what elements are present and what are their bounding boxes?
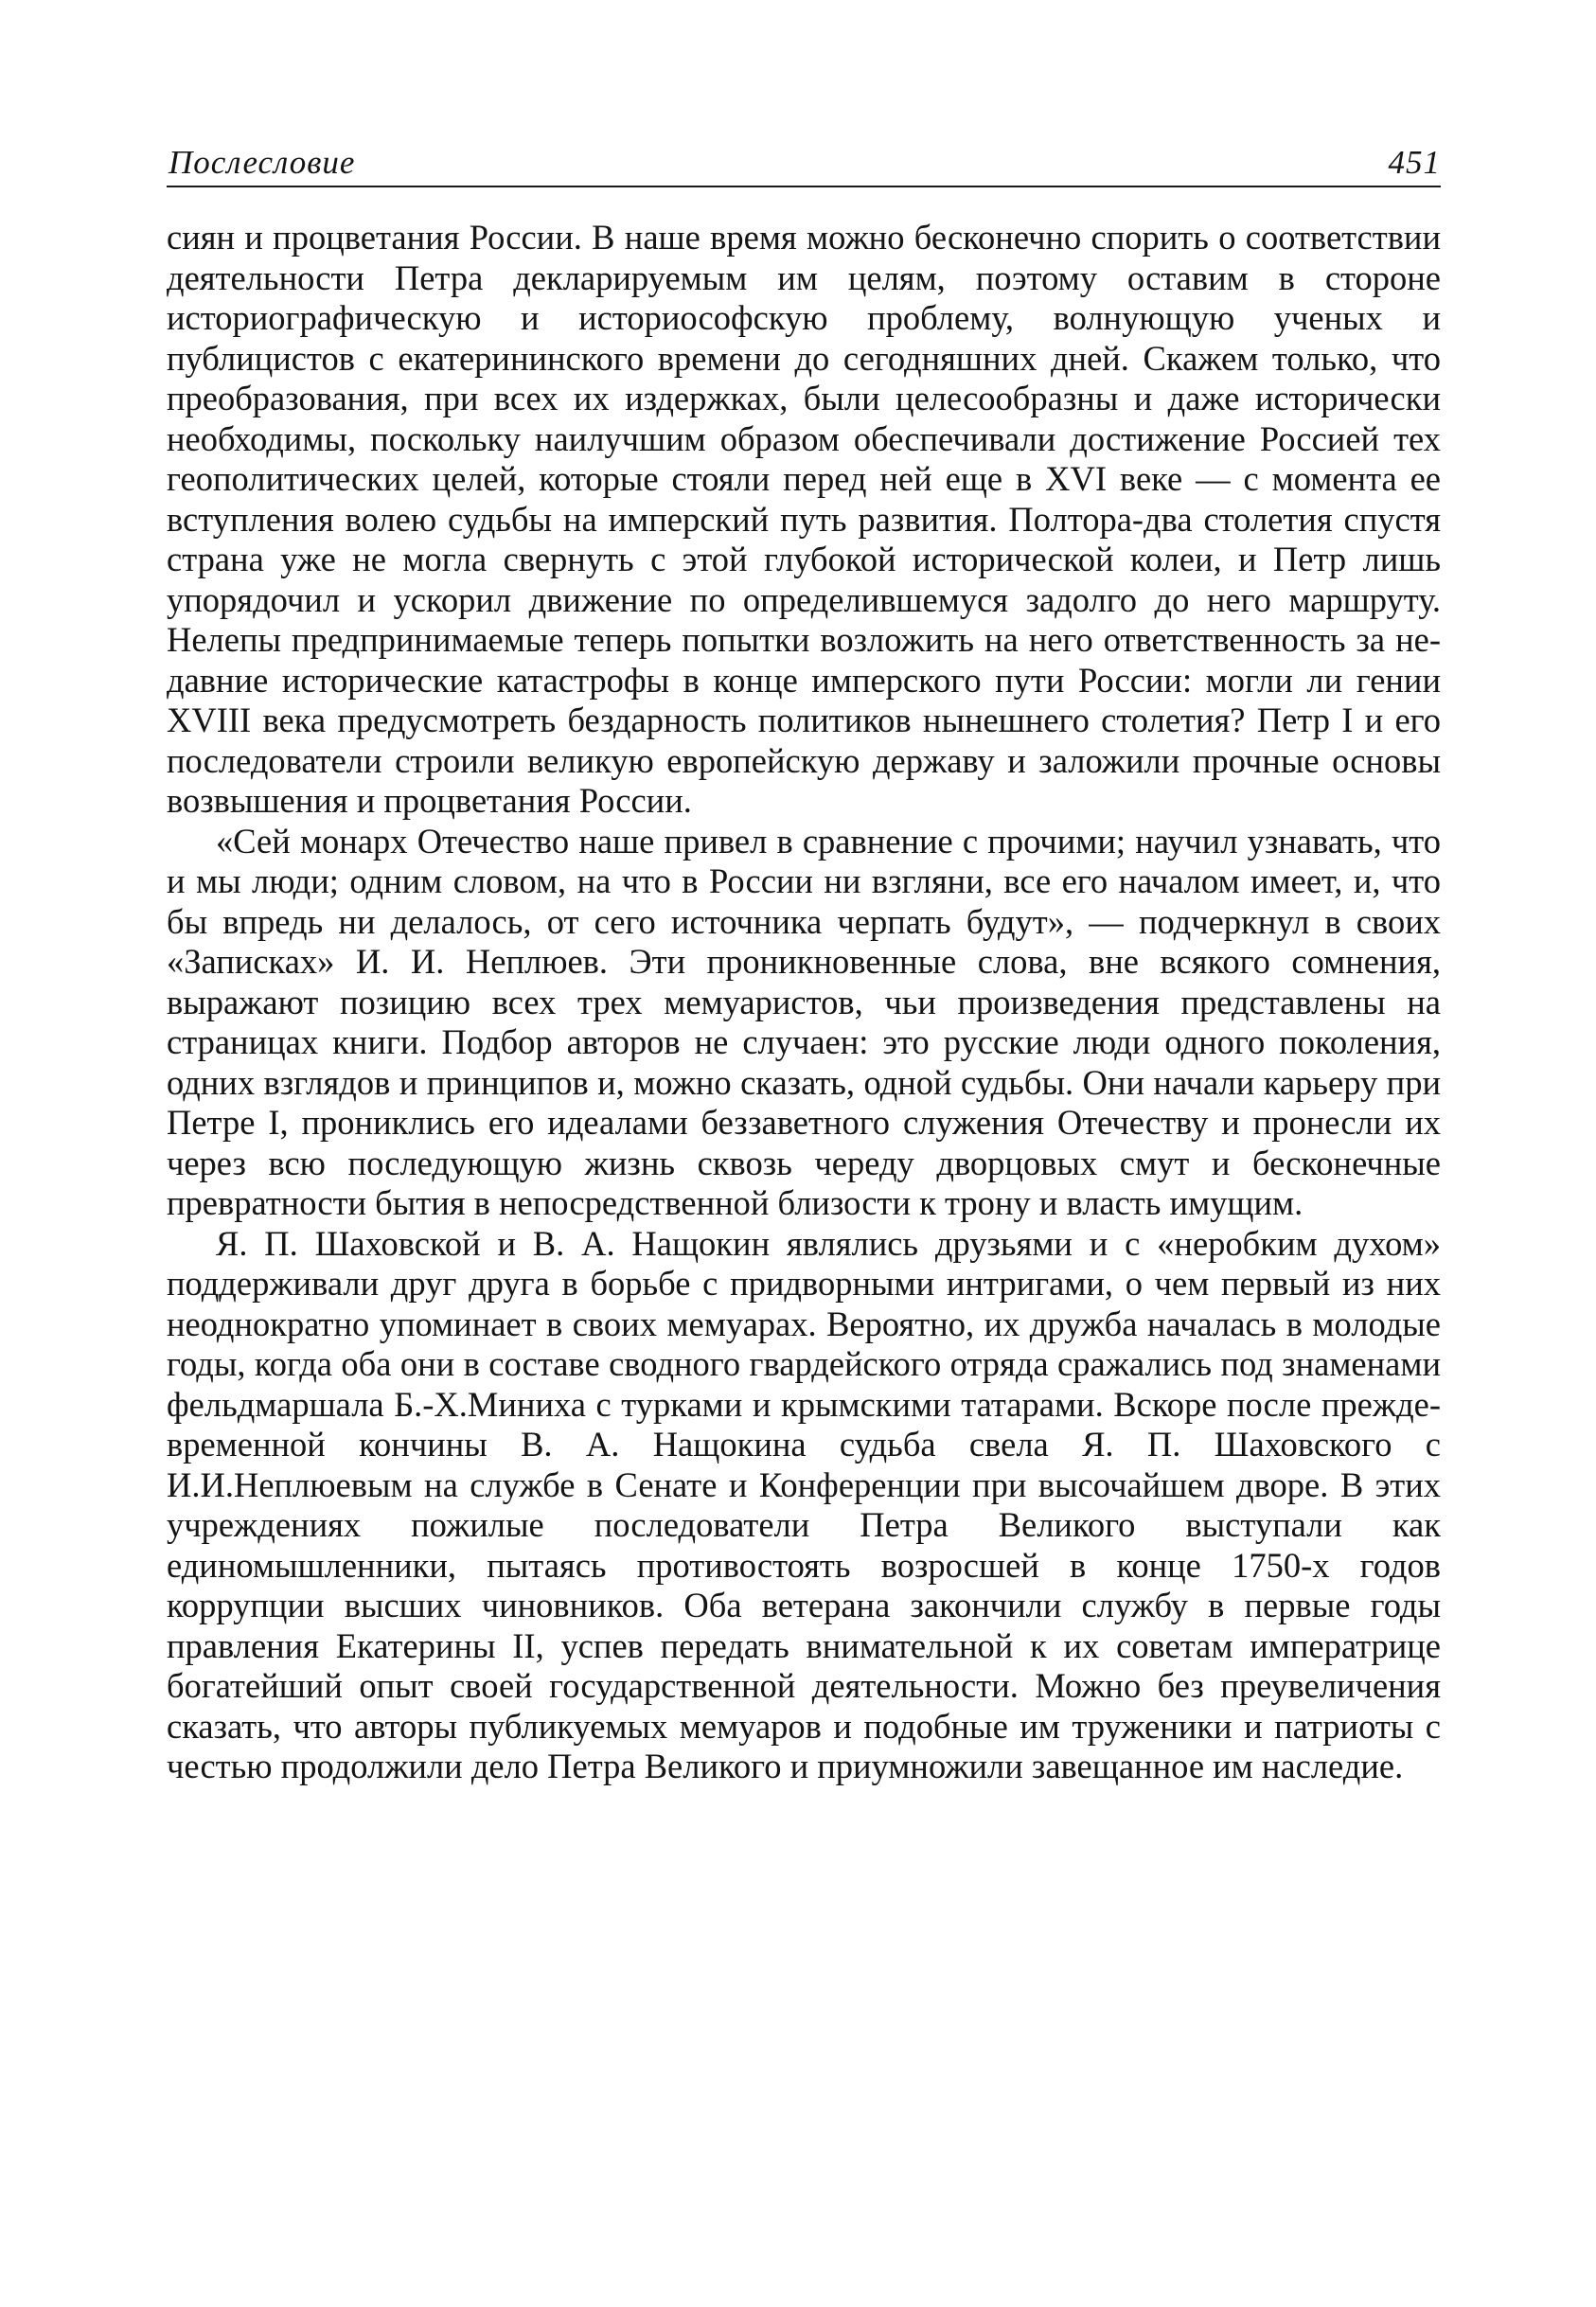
paragraph-2: «Сей монарх Отечество наше привел в сравнение с прочими; научил узнавать, что и мы люди; одним словом, на что в России ни взгляни, все его началом имеет, и, что бы впредь ни делалось, от сего источника черпать будут», — подчеркнул в своих «Записках» И. И. Неплюев. Эти проникновенные слова, вне всякого сомнения, выражают позицию всех трех мемуаристов, чьи произведения представлены на страницах книги. Подбор авторов не случаен: это русские люди одного поколения, одних взглядов и принципов и, можно сказать, одной судьбы. Они начали карьеру при Петре I, прониклись его идеалами беззаветного служения Отечеству и пронесли их через всю последующую жизнь сквозь череду дворцовых смут и бесконечные превратности бытия в непосредственной близости к трону и власть имущим. <box>167 821 1441 1222</box>
running-title: Послесловие <box>168 144 356 181</box>
paragraph-1: сиян и процветания России. В наше время можно бесконечно спорить о соответствии деятельности Петра декларируемым им целям, поэтому оставим в стороне историографическую и историософскую проблему, волнующую ученых и публицистов с екатерининского времени до сегодняшних дней. Скажем только, что преобразования, при всех их издержках, были целесообразны и даже исторически необходимы, поскольку наилучшим образом обеспечивали достижение Россией тех геополитических целей, которые стояли перед ней еще в XVI веке — с момента ее вступления волею судьбы на имперский путь развития. Полтора-два столетия спустя страна уже не могла свернуть с этой глубокой исторической колеи, и Петр лишь упорядочил и ускорил движение по определившемуся задолго до него маршруту. Нелепы предпринимаемые теперь попытки возложить на него ответственность за недавние исторические катастрофы в конце имперского пути России: могли ли гении XVIII века предусмотреть бездарность политиков нынешнего столетия? Петр I и его последователи строили великую европейскую державу и заложили прочные основы возвышения и процветания России. <box>167 218 1441 820</box>
paragraph-3: Я. П. Шаховской и В. А. Нащокин являлись друзьями и с «неробким духом» поддерживали друг друга в борьбе с придворными интригами, о чем первый из них неоднократно упоминает в своих мемуарах. Вероятно, их дружба началась в молодые годы, когда оба они в составе сводного гвардейского отряда сражались под знаменами фельдмаршала Б.-Х.Миниха с турками и крымскими татарами. Вскоре после преждeвременной кончины В. А. Нащокина судьба свела Я. П. Шаховского с И.И.Неплюевым на службе в Сенате и Конференции при высочайшем дворе. В этих учреждениях пожилые последователи Петра Великого выступали как единомышленники, пытаясь противостоять возросшей в конце 1750-х годов коррупции высших чиновников. Оба ветерана закончили службу в первые годы правления Екатерины II, успев передать внимательной к их советам императрице богатейший опыт своей государственной деятельности. Можно без преувеличения сказать, что авторы публикуемых мемуаров и подобные им труженики и патриоты с честью продолжили дело Петра Великого и приумножили завещанное им наследие. <box>167 1223 1441 1785</box>
body-text <box>167 218 1441 1787</box>
running-head <box>167 131 1441 187</box>
book-page <box>167 131 1441 1787</box>
page-number: 451 <box>1388 144 1441 181</box>
